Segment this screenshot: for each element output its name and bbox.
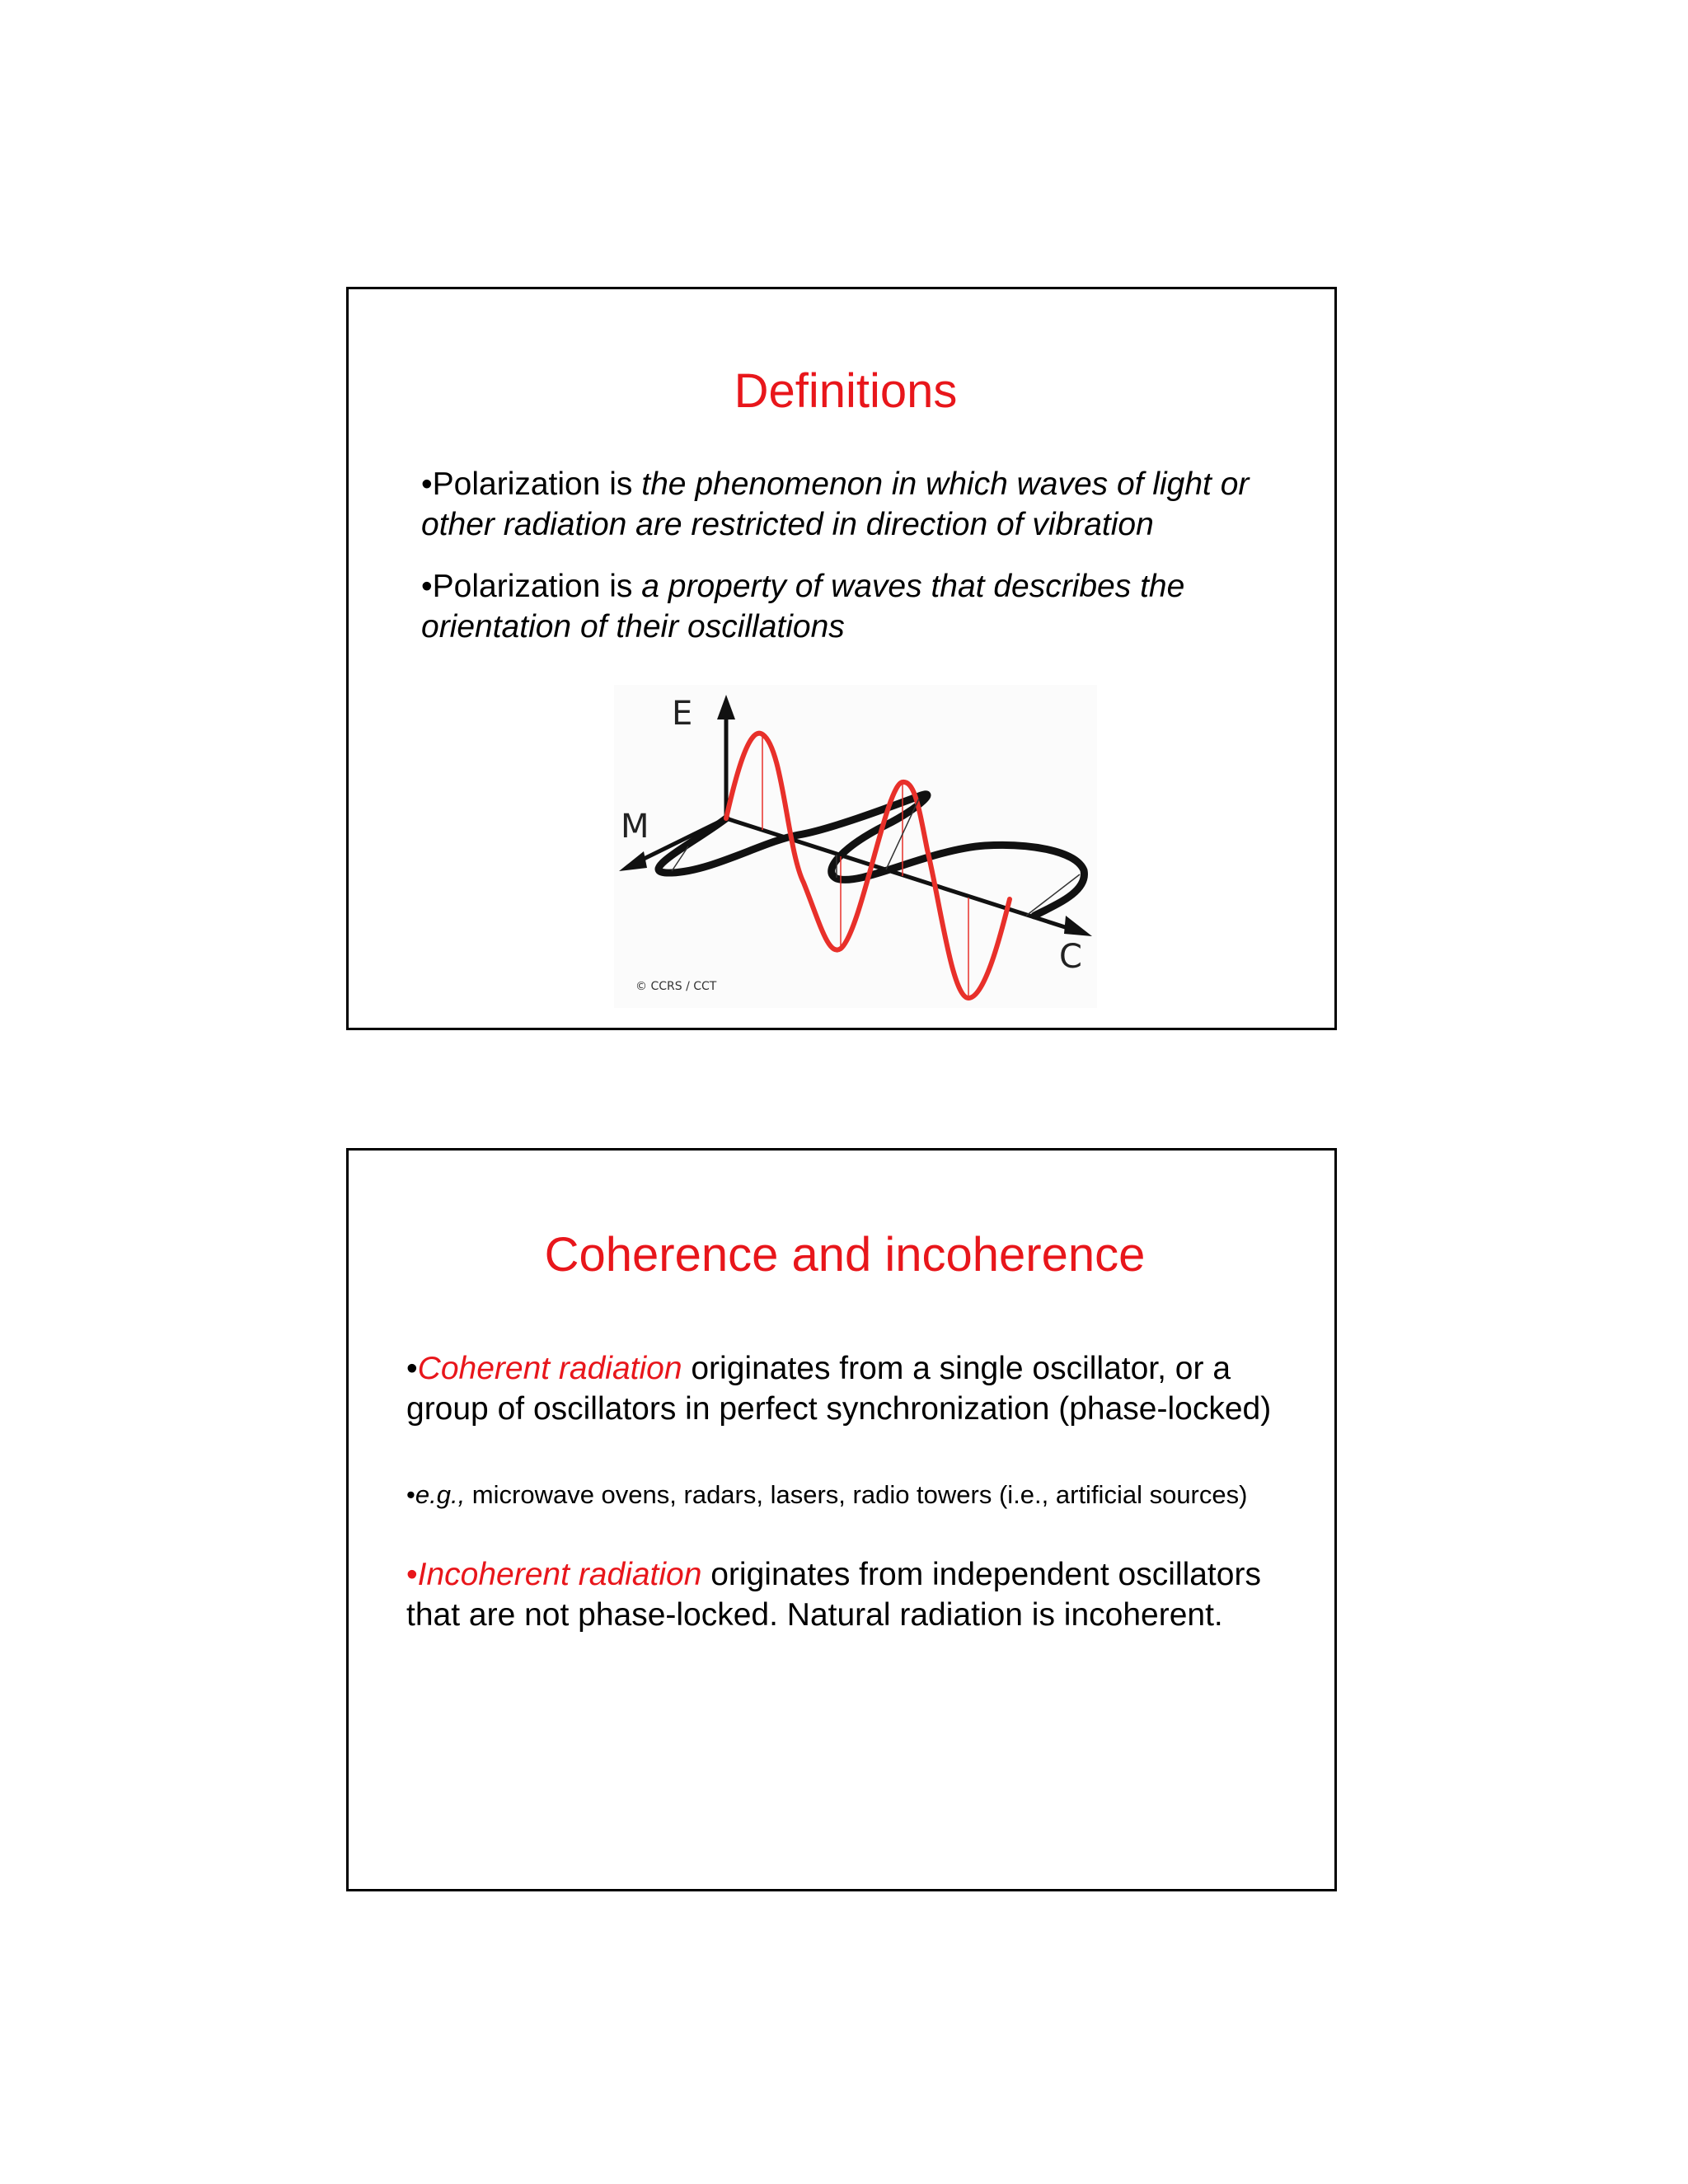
- bullet-marker: •: [421, 569, 433, 604]
- bullet-emphasis: the phenomenon in which waves of light or other radiation are restricted in direction of vibration: [421, 466, 1250, 542]
- bullet-term: Coherent radiation: [417, 1351, 682, 1386]
- slide-title: Coherence and incoherence: [544, 1228, 1146, 1282]
- bullet-coherent-radiation: [406, 1348, 1313, 1429]
- slide-definitions: [346, 287, 1337, 1030]
- bullet-polarization-definition-1: [421, 464, 1311, 545]
- wave-svg: [614, 685, 1097, 1008]
- bullet-text: microwave ovens, radars, lasers, radio towers (i.e., artificial sources): [465, 1480, 1248, 1509]
- bullet-marker: •: [406, 1351, 418, 1386]
- slide-title: Definitions: [734, 364, 958, 418]
- bullet-marker: •: [406, 1557, 418, 1592]
- bullet-text: originates from independent oscillators that are not phase-locked. Natural radiation is incoherent.: [406, 1557, 1261, 1633]
- bullet-lead: Polarization is: [432, 569, 642, 604]
- bullet-term: e.g.,: [415, 1480, 466, 1509]
- figure-credit: © CCRS / CCT: [635, 980, 717, 993]
- label-e: E: [672, 695, 693, 733]
- bullet-marker: •: [406, 1480, 415, 1509]
- label-m: M: [621, 808, 649, 846]
- bullet-lead: Polarization is: [432, 466, 642, 502]
- bullet-coherent-examples: [406, 1478, 1313, 1511]
- bullet-text: originates from a single oscillator, or a group of oscillators in perfect synchronization (phase-locked): [406, 1351, 1272, 1427]
- bullet-marker: •: [421, 466, 433, 502]
- slide-coherence: [346, 1148, 1337, 1891]
- electromagnetic-wave-diagram: [614, 685, 1097, 1008]
- bullet-incoherent-radiation: [406, 1554, 1313, 1635]
- label-c: C: [1059, 938, 1082, 976]
- bullet-polarization-definition-2: [421, 566, 1311, 647]
- bullet-emphasis: a property of waves that describes the orientation of their oscillations: [421, 569, 1185, 644]
- bullet-term: Incoherent radiation: [417, 1557, 702, 1592]
